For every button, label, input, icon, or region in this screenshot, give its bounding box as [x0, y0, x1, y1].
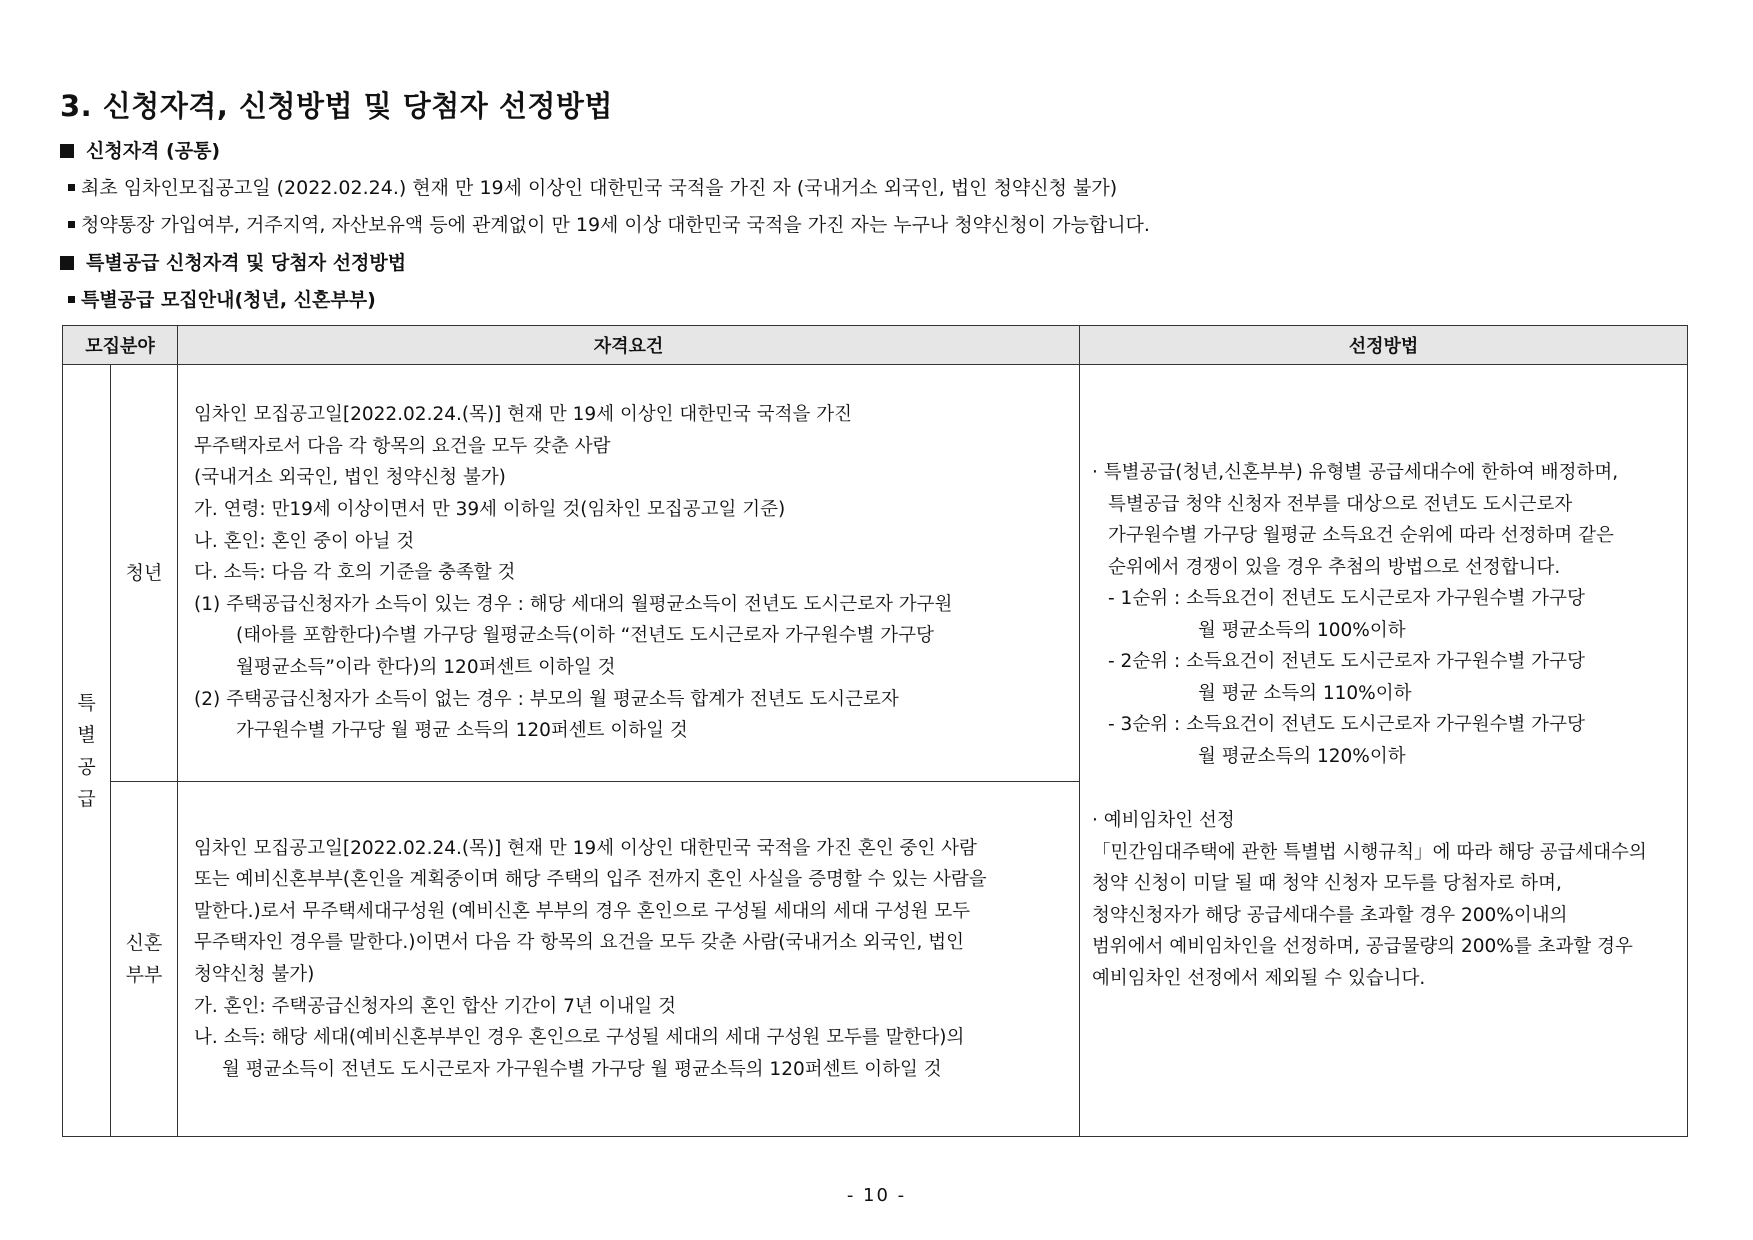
small-square-bullet-icon: [68, 184, 75, 191]
section-title: 3. 신청자격, 신청방법 및 당첨자 선정방법: [60, 89, 613, 123]
common-bullet-1: 최초 임차인모집공고일 (2022.02.24.) 현재 만 19세 이상인 대한민국 국적을 가진 자 (국내거소 외국인, 법인 청약신청 불가): [60, 173, 1117, 200]
youth-label: 청년: [111, 365, 178, 782]
special-supply-heading: 특별공급 신청자격 및 당첨자 선정방법: [60, 248, 406, 275]
table-row-youth: [63, 365, 1688, 782]
rank-1: - 1순위 : 소득요건이 전년도 도시근로자 가구원수별 가구당: [1108, 588, 1585, 609]
header-selection: 선정방법: [1080, 326, 1688, 365]
rank-3: - 3순위 : 소득요건이 전년도 도시근로자 가구원수별 가구당: [1108, 714, 1585, 735]
common-qualification-heading: 신청자격 (공통): [60, 136, 220, 163]
small-square-bullet-icon: [68, 296, 75, 303]
header-requirements: 자격요건: [178, 326, 1080, 365]
common-bullet-2: 청약통장 가입여부, 거주지역, 자산보유액 등에 관계없이 만 19세 이상 대한민국 국적을 가진 자는 누구나 청약신청이 가능합니다.: [60, 210, 1150, 237]
newlywed-label: 신혼 부부: [111, 782, 178, 1137]
page-number: - 10 -: [846, 1185, 907, 1206]
rank-2: - 2순위 : 소득요건이 전년도 도시근로자 가구원수별 가구당: [1108, 651, 1585, 672]
special-supply-subheading: 특별공급 모집안내(청년, 신혼부부): [60, 285, 376, 312]
special-supply-table: [62, 325, 1688, 1137]
square-bullet-icon: [60, 256, 74, 270]
selection-method: · 특별공급(청년,신혼부부) 유형별 공급세대수에 한하여 배정하며, 특별공급 청약 신청자 전부를 대상으로 전년도 도시근로자 가구원수별 가구당 월평균 소득요건 순위에 따라 선정하며 같은 순위에서 경쟁이 있을 경우 추첨의 방법으로 선정합니다. - 1순위 : 소득요건이 전년도 도시근로자 가구원수별 가구당 월 평균소득의 100%이하 - 2순위 : 소득요건이 전년도 도시근로자 가구원수별 가구당 월 평균 소득의 110%이하 - 3순위 : 소득요건이 전년도 도시근로자 가구원수별 가구당 월 평균소득의 120%이하 · 예비임차인 선정 「민간임대주택에 관한 특별법 시행규칙」에 따라 해당 공급세대수의 청약 신청이 미달 될 때 청약 신청자 모두를 당첨자로 하며, 청약신청자가 해당 공급세대수를 초과할 경우 200%이내의 범위에서 예비임차인을 선정하며, 공급물량의 200%를 초과할 경우 예비임차인 선정에서 제외될 수 있습니다.: [1080, 365, 1688, 1137]
youth-requirements: 임차인 모집공고일[2022.02.24.(목)] 현재 만 19세 이상인 대한민국 국적을 가진 무주택자로서 다음 각 항목의 요건을 모두 갖춘 사람 (국내거소 외국인, 법인 청약신청 불가) 가. 연령: 만19세 이상이면서 만 39세 이하일 것(임차인 모집공고일 기준) 나. 혼인: 혼인 중이 아닐 것 다. 소득: 다음 각 호의 기준을 충족할 것 (1) 주택공급신청자가 소득이 있는 경우 : 해당 세대의 월평균소득이 전년도 도시근로자 가구원 (태아를 포함한다)수별 가구당 월평균소득(이하 “전년도 도시근로자 가구원수별 가구당 월평균소득”이라 한다)의 120퍼센트 이하일 것 (2) 주택공급신청자가 소득이 없는 경우 : 부모의 월 평균소득 합계가 전년도 도시근로자 가구원수별 가구당 월 평균 소득의 120퍼센트 이하일 것: [178, 365, 1080, 782]
special-supply-category: 특 별 공 급: [63, 365, 111, 1137]
reserve-tenant-heading: · 예비임차인 선정: [1092, 810, 1235, 831]
small-square-bullet-icon: [68, 221, 75, 228]
table-header-row: [63, 326, 1688, 365]
square-bullet-icon: [60, 144, 74, 158]
newlywed-requirements: 임차인 모집공고일[2022.02.24.(목)] 현재 만 19세 이상인 대한민국 국적을 가진 혼인 중인 사람 또는 예비신혼부부(혼인을 계획중이며 해당 주택의 입주 전까지 혼인 사실을 증명할 수 있는 사람을 말한다.)로서 무주택세대구성원 (예비신혼 부부의 경우 혼인으로 구성될 세대의 세대 구성원 모두 무주택자인 경우를 말한다.)이면서 다음 각 항목의 요건을 모두 갖춘 사람(국내거소 외국인, 법인 청약신청 불가) 가. 혼인: 주택공급신청자의 혼인 합산 기간이 7년 이내일 것 나. 소득: 해당 세대(예비신혼부부인 경우 혼인으로 구성될 세대의 세대 구성원 모두를 말한다)의 월 평균소득이 전년도 도시근로자 가구원수별 가구당 월 평균소득의 120퍼센트 이하일 것: [178, 782, 1080, 1137]
header-category: 모집분야: [63, 326, 178, 365]
